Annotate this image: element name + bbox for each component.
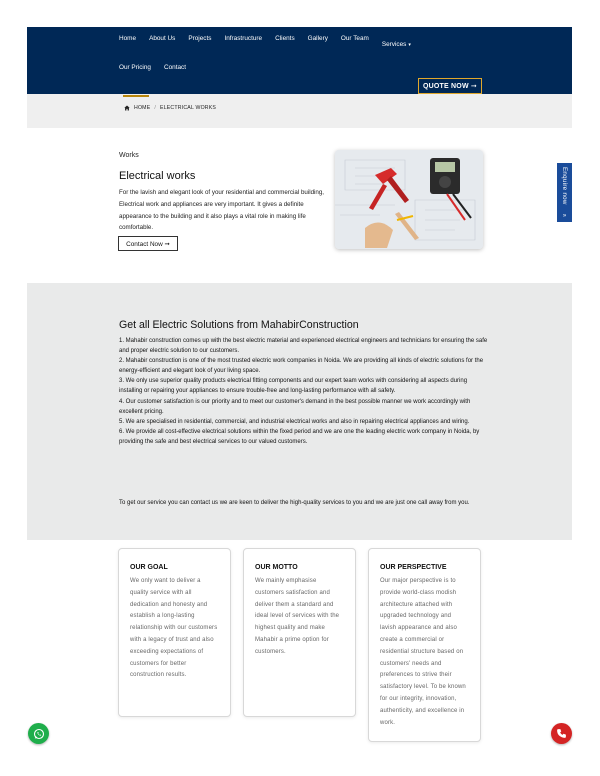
breadcrumb — [124, 105, 216, 111]
solutions-title: Get all Electric Solutions from MahabirConstruction — [119, 319, 359, 331]
card-text: Our major perspective is to provide world-class modish architecture attached with upgraded technology and lavish appearance and also create a commercial or residential structure based on customers' needs and preferences to strive their satisfactory level. To be known for our integrity, innovation, authenticity, and excellence in work. — [380, 578, 466, 726]
quote-now-button[interactable]: QUOTE NOW ➞ — [418, 78, 482, 94]
breadcrumb-home[interactable]: HOME — [134, 105, 151, 111]
list-item: 5. We are specialised in residential, commercial, and industrial electrical works and also in repairing electrical appliances and wiring. — [119, 418, 470, 425]
card-title: OUR GOAL — [130, 564, 168, 571]
main-nav — [119, 35, 449, 87]
card-title: OUR MOTTO — [255, 564, 298, 571]
section-label: Works — [119, 152, 139, 159]
nav-home[interactable]: Home — [119, 35, 137, 42]
home-icon — [124, 105, 130, 111]
nav-gallery[interactable]: Gallery — [307, 35, 328, 42]
card-text: We only want to deliver a quality service with all dedication and honesty and establish a long-lasting relationship with our customers with a legacy of trust and also exceeding expectations of customers for better construction results. — [130, 578, 218, 679]
list-item: 1. Mahabir construction comes up with the best electric material and experienced electrical engineers and technicians for ensuring the safe and proper electric solution to our customers. — [119, 338, 488, 355]
card-text: We mainly emphasise customers satisfaction and deliver them a standard and ideal level of services with the highest quality and make Mahabir a prime option for customers. — [255, 578, 340, 655]
breadcrumb-bar — [27, 94, 572, 128]
enquire-now-label: Enquire now — [561, 167, 568, 205]
double-chevron-icon: » — [562, 213, 567, 219]
nav-clients[interactable]: Clients — [275, 35, 295, 42]
nav-contact[interactable]: Contact — [163, 64, 186, 71]
breadcrumb-current: ELECTRICAL WORKS — [160, 105, 217, 111]
list-item: 2. Mahabir construction is one of the most trusted electric work companies in Noida. We are providing all kinds of electric solutions for the energy-efficient and elegant look of your living space. — [119, 358, 484, 375]
solutions-footer-text: To get our service you can contact us we are keen to deliver the high-quality services to you and we are just one call away from you. — [119, 500, 470, 506]
nav-projects[interactable]: Projects — [188, 35, 212, 42]
phone-call-button[interactable] — [551, 723, 572, 744]
contact-now-button[interactable]: Contact Now ➞ — [118, 236, 178, 251]
page-title: Electrical works — [119, 170, 196, 182]
breadcrumb-accent-line — [123, 95, 149, 97]
top-navbar — [27, 27, 572, 94]
enquire-now-tab[interactable] — [557, 163, 572, 222]
motto-card — [243, 548, 356, 717]
whatsapp-button[interactable] — [28, 723, 49, 744]
breadcrumb-separator: / — [154, 105, 157, 111]
nav-our-team[interactable]: Our Team — [340, 35, 369, 42]
electrical-works-image — [335, 150, 483, 249]
perspective-card — [368, 548, 481, 742]
nav-services-label: Services — [381, 41, 407, 48]
goal-card — [118, 548, 231, 717]
list-item: 4. Our customer satisfaction is our priority and to meet our customer's demand in the best possible manner we work accordingly with excellent pricing. — [119, 398, 471, 415]
card-title: OUR PERSPECTIVE — [380, 564, 447, 571]
list-item: 3. We only use superior quality products electrical fitting components and our expert team works with considering all aspects during installing or repairing your appliances to ensure trouble-free and long-lasting performance with all safety. — [119, 378, 468, 395]
nav-services[interactable] — [382, 41, 411, 48]
nav-our-pricing[interactable]: Our Pricing — [119, 64, 151, 71]
nav-infrastructure[interactable]: Infrastructure — [224, 35, 263, 42]
solutions-list — [119, 336, 491, 447]
whatsapp-icon — [33, 728, 45, 740]
list-item: 6. We provide all cost-effective electrical solutions within the fixed period and we are one the leading electric work company in Noida, by providing the safe and best electrical services to our valued customers. — [119, 428, 480, 445]
works-description: For the lavish and elegant look of your residential and commercial building, Electrical work and appliances are very important. It gives a definite appearance to the building and it also plays a vital role in making life comfortable. — [119, 189, 324, 232]
phone-icon — [556, 728, 567, 739]
nav-about-us[interactable]: About Us — [149, 35, 176, 42]
caret-down-icon: ▾ — [408, 42, 411, 48]
